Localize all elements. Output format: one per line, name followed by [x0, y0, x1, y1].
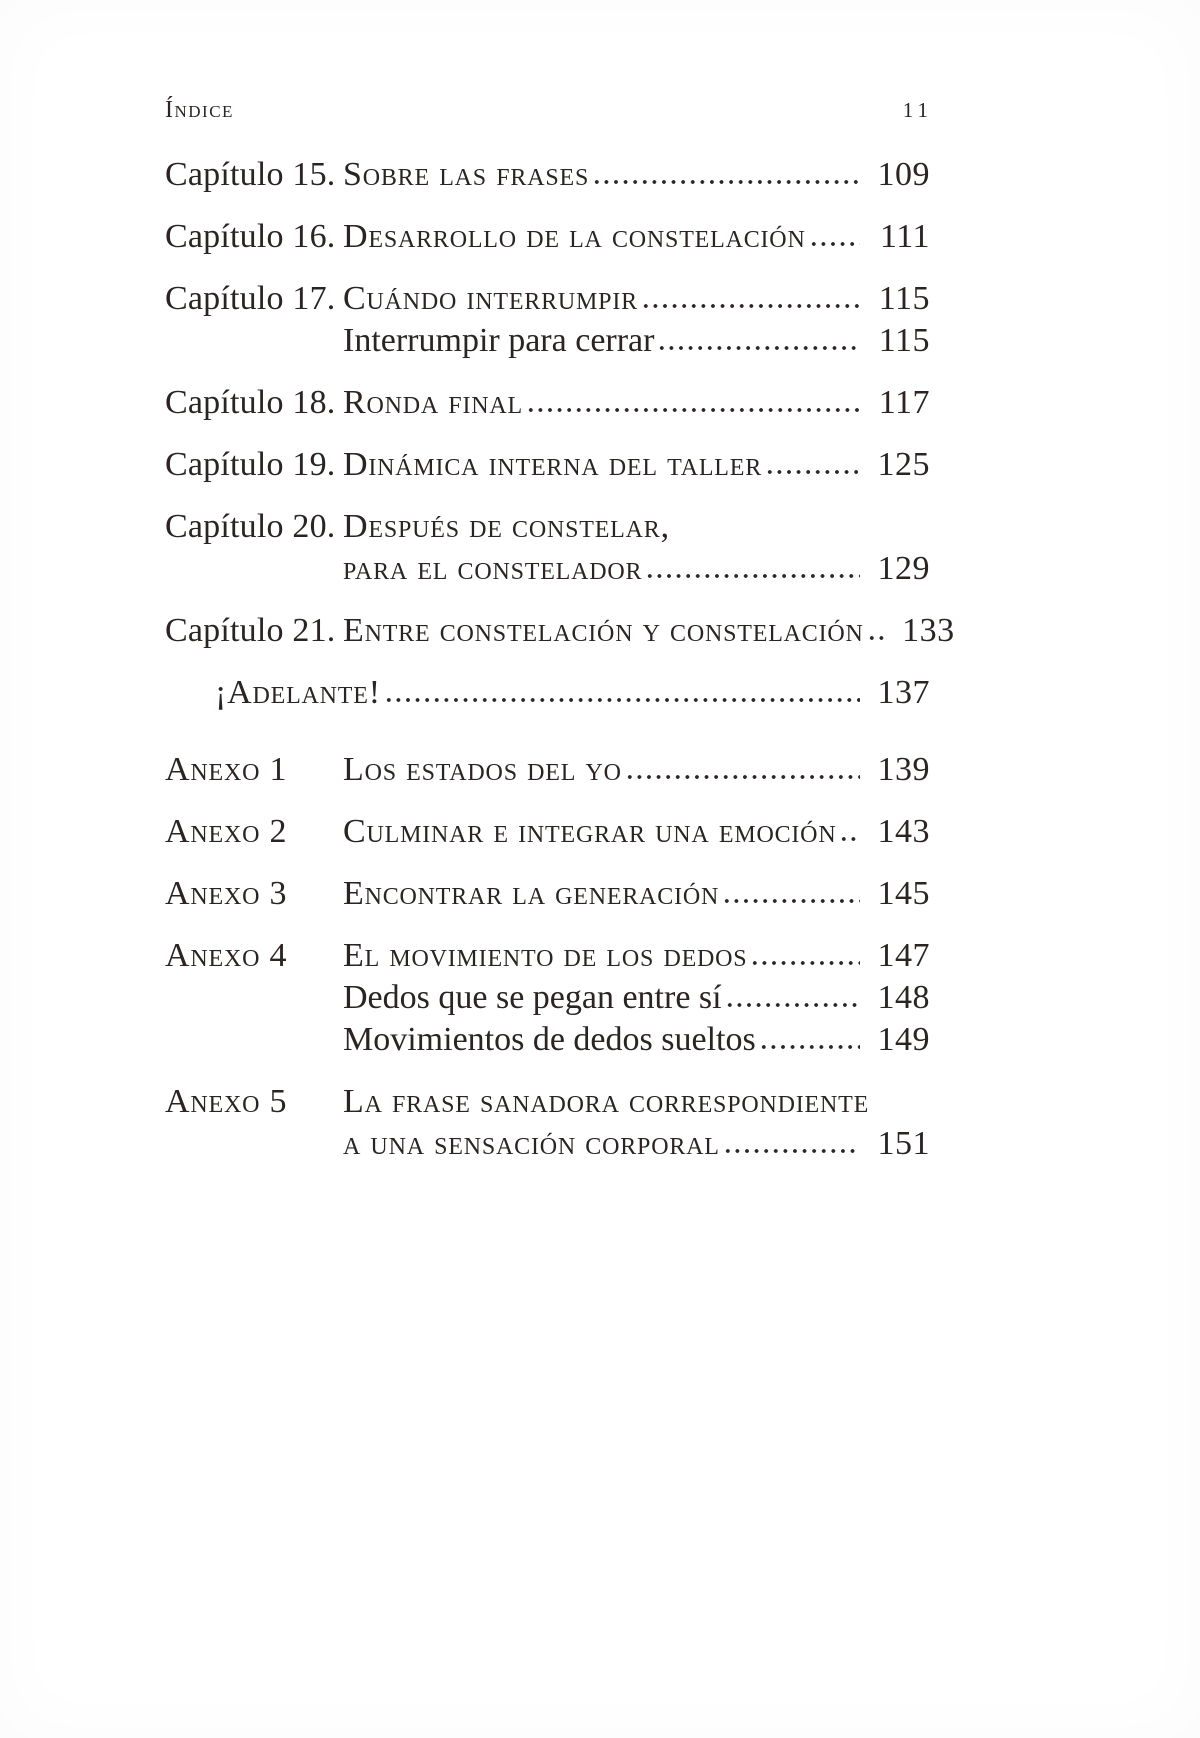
- dot-leader: [722, 898, 860, 904]
- dot-leader: [625, 774, 860, 780]
- toc-entry-title: Después de constelar,: [343, 508, 670, 545]
- dot-leader: [750, 960, 860, 966]
- toc-row-anexo-5-cont: [165, 1126, 930, 1162]
- toc-entry-title: Ronda final: [343, 384, 523, 421]
- dot-leader: [765, 469, 860, 475]
- toc-entry-title-continuation: para el constelador: [343, 550, 643, 587]
- toc-entry-title: La frase sanadora correspondiente: [343, 1083, 870, 1120]
- table-of-contents: [165, 156, 955, 1162]
- toc-entry-title: Dinámica interna del taller: [343, 446, 763, 483]
- toc-entry-prefix: Capítulo 19.: [165, 446, 336, 483]
- toc-row-capitulo-20-cont: [165, 551, 930, 587]
- toc-entry-page: 133: [902, 612, 955, 649]
- toc-entry-page: 117: [878, 384, 930, 421]
- toc-entry-prefix: Anexo 1: [165, 751, 288, 788]
- toc-entry-page: 129: [877, 550, 930, 587]
- toc-entry-prefix: Capítulo 15.: [165, 156, 336, 193]
- toc-entry-prefix: Capítulo 18.: [165, 384, 336, 421]
- dot-leader: [657, 345, 860, 351]
- toc-row-anexo-2: [165, 814, 930, 850]
- toc-row-anexo-4: [165, 938, 930, 974]
- toc-entry-page: 151: [877, 1125, 930, 1162]
- toc-entry-page: 125: [877, 446, 930, 483]
- toc-entry-prefix: Anexo 5: [165, 1083, 288, 1120]
- dot-leader: [641, 303, 860, 309]
- toc-entry-title: Los estados del yo: [343, 751, 622, 788]
- toc-entry-page: 137: [877, 674, 930, 711]
- toc-entry-prefix: Capítulo 21.: [165, 612, 336, 649]
- toc-entry-page: 115: [878, 322, 930, 359]
- page-number: 11: [902, 98, 933, 122]
- toc-entry-title: El movimiento de los dedos: [343, 937, 748, 974]
- toc-row-anexo-1: [165, 752, 930, 788]
- toc-entry-prefix: Anexo 4: [165, 937, 288, 974]
- toc-subentry-title: Movimientos de dedos sueltos: [343, 1021, 756, 1058]
- toc-subentry-title: Interrumpir para cerrar: [343, 322, 655, 359]
- toc-entry-page: 139: [877, 751, 930, 788]
- toc-entry-page: 148: [877, 979, 930, 1016]
- toc-entry-title: Desarrollo de la constelación: [343, 218, 806, 255]
- toc-entry-page: 149: [877, 1021, 930, 1058]
- toc-row-anexo-5: [165, 1084, 930, 1120]
- dot-leader: [645, 573, 860, 579]
- toc-row-interrumpir-para-cerrar: [165, 323, 930, 359]
- toc-entry-title: ¡Adelante!: [215, 674, 381, 711]
- dot-leader: [384, 697, 860, 703]
- toc-entry-title: Cuándo interrumpir: [343, 280, 638, 317]
- toc-entry-prefix: Capítulo 17.: [165, 280, 336, 317]
- toc-entry-prefix: Anexo 3: [165, 875, 288, 912]
- toc-entry-prefix: Capítulo 20.: [165, 508, 336, 545]
- toc-row-adelante: [165, 675, 930, 711]
- toc-row-capitulo-17: [165, 281, 930, 317]
- dot-leader: [526, 407, 860, 413]
- toc-entry-prefix: Capítulo 16.: [165, 218, 336, 255]
- dot-leader: [809, 241, 860, 247]
- toc-row-capitulo-19: [165, 447, 930, 483]
- dot-leader: [592, 179, 860, 185]
- toc-entry-prefix: Anexo 2: [165, 813, 288, 850]
- toc-entry-page: 143: [877, 813, 930, 850]
- toc-entry-page: 145: [877, 875, 930, 912]
- dot-leader: [723, 1148, 860, 1154]
- toc-entry-page: 109: [877, 156, 930, 193]
- toc-row-movimientos-dedos-sueltos: [165, 1022, 930, 1058]
- toc-entry-page: 115: [878, 280, 930, 317]
- toc-row-capitulo-15: [165, 157, 930, 193]
- page-title: Índice: [165, 97, 234, 123]
- toc-entry-title-continuation: a una sensación corporal: [343, 1125, 720, 1162]
- toc-subentry-title: Dedos que se pegan entre sí: [343, 979, 722, 1016]
- toc-row-capitulo-21: [165, 612, 955, 649]
- dot-leader: [759, 1044, 860, 1050]
- toc-row-capitulo-20: [165, 509, 930, 545]
- toc-row-capitulo-18: [165, 385, 930, 421]
- dot-leader: [867, 635, 885, 641]
- dot-leader: [839, 836, 860, 842]
- toc-entry-title: Encontrar la generación: [343, 875, 720, 912]
- toc-entry-page: 147: [877, 937, 930, 974]
- toc-row-capitulo-16: [165, 219, 930, 255]
- toc-entry-title: Culminar e integrar una emoción: [343, 813, 837, 850]
- toc-row-dedos-que-se-pegan: [165, 980, 930, 1016]
- toc-entry-title: Entre constelación y constelación: [343, 612, 864, 649]
- page-header: [165, 97, 933, 123]
- toc-entry-page: 111: [880, 218, 930, 255]
- toc-row-anexo-3: [165, 876, 930, 912]
- dot-leader: [725, 1002, 860, 1008]
- toc-entry-title: Sobre las frases: [343, 156, 590, 193]
